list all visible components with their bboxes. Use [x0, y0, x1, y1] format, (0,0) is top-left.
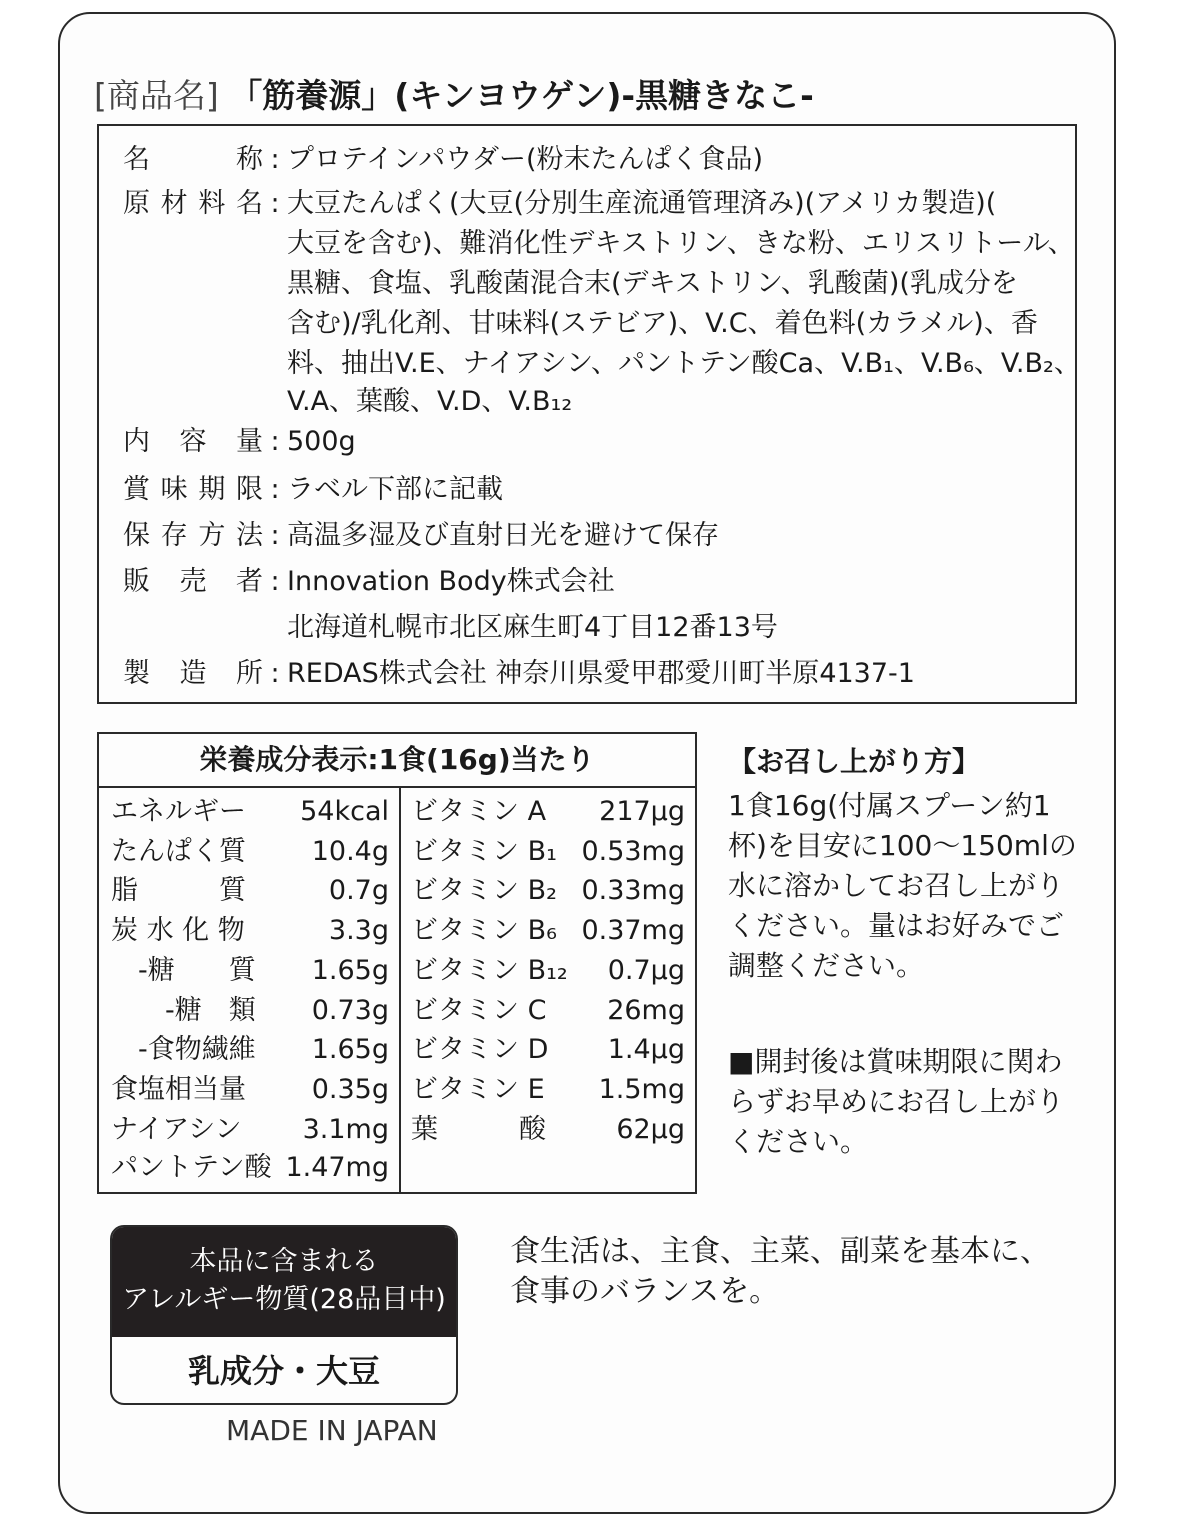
spec-value: 高温多湿及び直射日光を避けて保存 — [287, 520, 719, 551]
nutrition-row: 葉 酸 62μg — [411, 1114, 685, 1145]
ingredients-line: V.A、葉酸、V.D、V.B₁₂ — [287, 386, 573, 417]
spec-label: 製造所 — [123, 658, 263, 689]
spec-value: 500g — [287, 426, 356, 457]
nutrition-row: 炭 水 化 物 3.3g — [111, 915, 389, 946]
nutrition-header: 栄養成分表示:1食(16g)当たり — [99, 734, 695, 788]
spec-value: Innovation Body株式会社 — [287, 566, 615, 597]
allergen-items: 乳成分・大豆 — [187, 1352, 380, 1390]
spec-label: 保存方法 — [123, 520, 263, 551]
nutrition-row: ビタミン B₁ 0.53mg — [411, 836, 685, 867]
product-name-prefix: [商品名] — [94, 76, 219, 115]
nutrition-row: たんぱく質 10.4g — [111, 836, 389, 867]
spec-value: REDAS株式会社 神奈川県愛甲郡愛川町半原4137-1 — [287, 658, 915, 689]
nutrition-row: ビタミン B₁₂ 0.7μg — [411, 955, 685, 986]
spec-row-best-before: 賞味期限 : ラベル下部に記載 — [123, 470, 503, 510]
seller-address: 北海道札幌市北区麻生町4丁目12番13号 — [287, 612, 778, 643]
howto-title: 【お召し上がり方】 — [728, 745, 981, 778]
ingredients-line: 含む)/乳化剤、甘味料(ステビア)、V.C、着色料(カラメル)、香 — [287, 308, 1038, 339]
howto-body: 1食16g(付属スプーン約1杯)を目安に100〜150mlの水に溶かしてお召し上がりください。量はお好みでご調整ください。 — [728, 789, 1077, 982]
allergen-box — [110, 1225, 458, 1405]
nutrition-row: 食塩相当量 0.35g — [111, 1074, 389, 1105]
nutrition-row: ビタミン D 1.4μg — [411, 1034, 685, 1065]
nutrition-row: -糖 類 0.73g — [111, 995, 389, 1026]
spec-label: 内容量 — [123, 426, 263, 457]
nutrition-row: -食物繊維 1.65g — [111, 1034, 389, 1065]
spec-row-manufacturer: 製造所 : REDAS株式会社 神奈川県愛甲郡愛川町半原4137-1 — [123, 654, 915, 694]
storage-notice: ■開封後は賞味期限に関わらずお早めにお召し上がりください。 — [728, 1045, 1065, 1158]
product-spec-box — [97, 124, 1081, 704]
nutrition-row: -糖 質 1.65g — [111, 955, 389, 986]
allergen-heading: 本品に含まれる アレルギー物質(28品目中) — [112, 1227, 456, 1337]
spec-label: 名称 — [123, 144, 263, 175]
spec-value: 大豆たんぱく(大豆(分別生産流通管理済み)(アメリカ製造)( — [287, 188, 997, 219]
spec-row-seller: 販売者 : Innovation Body株式会社 — [123, 562, 615, 602]
nutrition-row: エネルギー 54kcal — [111, 796, 389, 827]
ingredients-line: 大豆を含む)、難消化性デキストリン、きな粉、エリスリトール、 — [287, 228, 1075, 259]
ingredients-line: 黒糖、食塩、乳酸菌混合末(デキストリン、乳酸菌)(乳成分を — [287, 268, 1018, 299]
nutrition-row: ビタミン C 26mg — [411, 995, 685, 1026]
diet-message: 食生活は、主食、主菜、副菜を基本に、 食事のバランスを。 — [510, 1234, 1050, 1309]
nutrition-table — [97, 732, 697, 1194]
product-title — [94, 70, 814, 117]
spec-label: 賞味期限 — [123, 474, 263, 505]
made-in-label: MADE IN JAPAN — [226, 1414, 438, 1447]
nutrition-row: ナイアシン 3.1mg — [111, 1114, 389, 1145]
spec-row-ingredients: 原材料名 : 大豆たんぱく(大豆(分別生産流通管理済み)(アメリカ製造)( — [123, 184, 996, 224]
product-name: 「筋養源」(キンヨウゲン)-黒糖きなこ- — [229, 76, 814, 115]
nutrition-row: パントテン酸 1.47mg — [111, 1152, 389, 1183]
spec-row-name: 名称 : プロテインパウダー(粉末たんぱく食品) — [123, 140, 763, 180]
spec-label: 原材料名 — [123, 188, 263, 219]
spec-row-content: 内容量 : 500g — [123, 422, 356, 462]
nutrition-row: ビタミン B₂ 0.33mg — [411, 875, 685, 906]
nutrition-row: ビタミン E 1.5mg — [411, 1074, 685, 1105]
spec-label: 販売者 — [123, 566, 263, 597]
nutrition-row: ビタミン A 217μg — [411, 796, 685, 827]
spec-row-storage: 保存方法 : 高温多湿及び直射日光を避けて保存 — [123, 516, 719, 556]
ingredients-line: 料、抽出V.E、ナイアシン、パントテン酸Ca、V.B₁、V.B₆、V.B₂、 — [287, 348, 1081, 379]
nutrition-row: 脂 質 0.7g — [111, 875, 389, 906]
spec-value: ラベル下部に記載 — [287, 474, 503, 505]
nutrition-row: ビタミン B₆ 0.37mg — [411, 915, 685, 946]
spec-value: プロテインパウダー(粉末たんぱく食品) — [287, 144, 764, 175]
nutrition-divider — [399, 786, 401, 1192]
